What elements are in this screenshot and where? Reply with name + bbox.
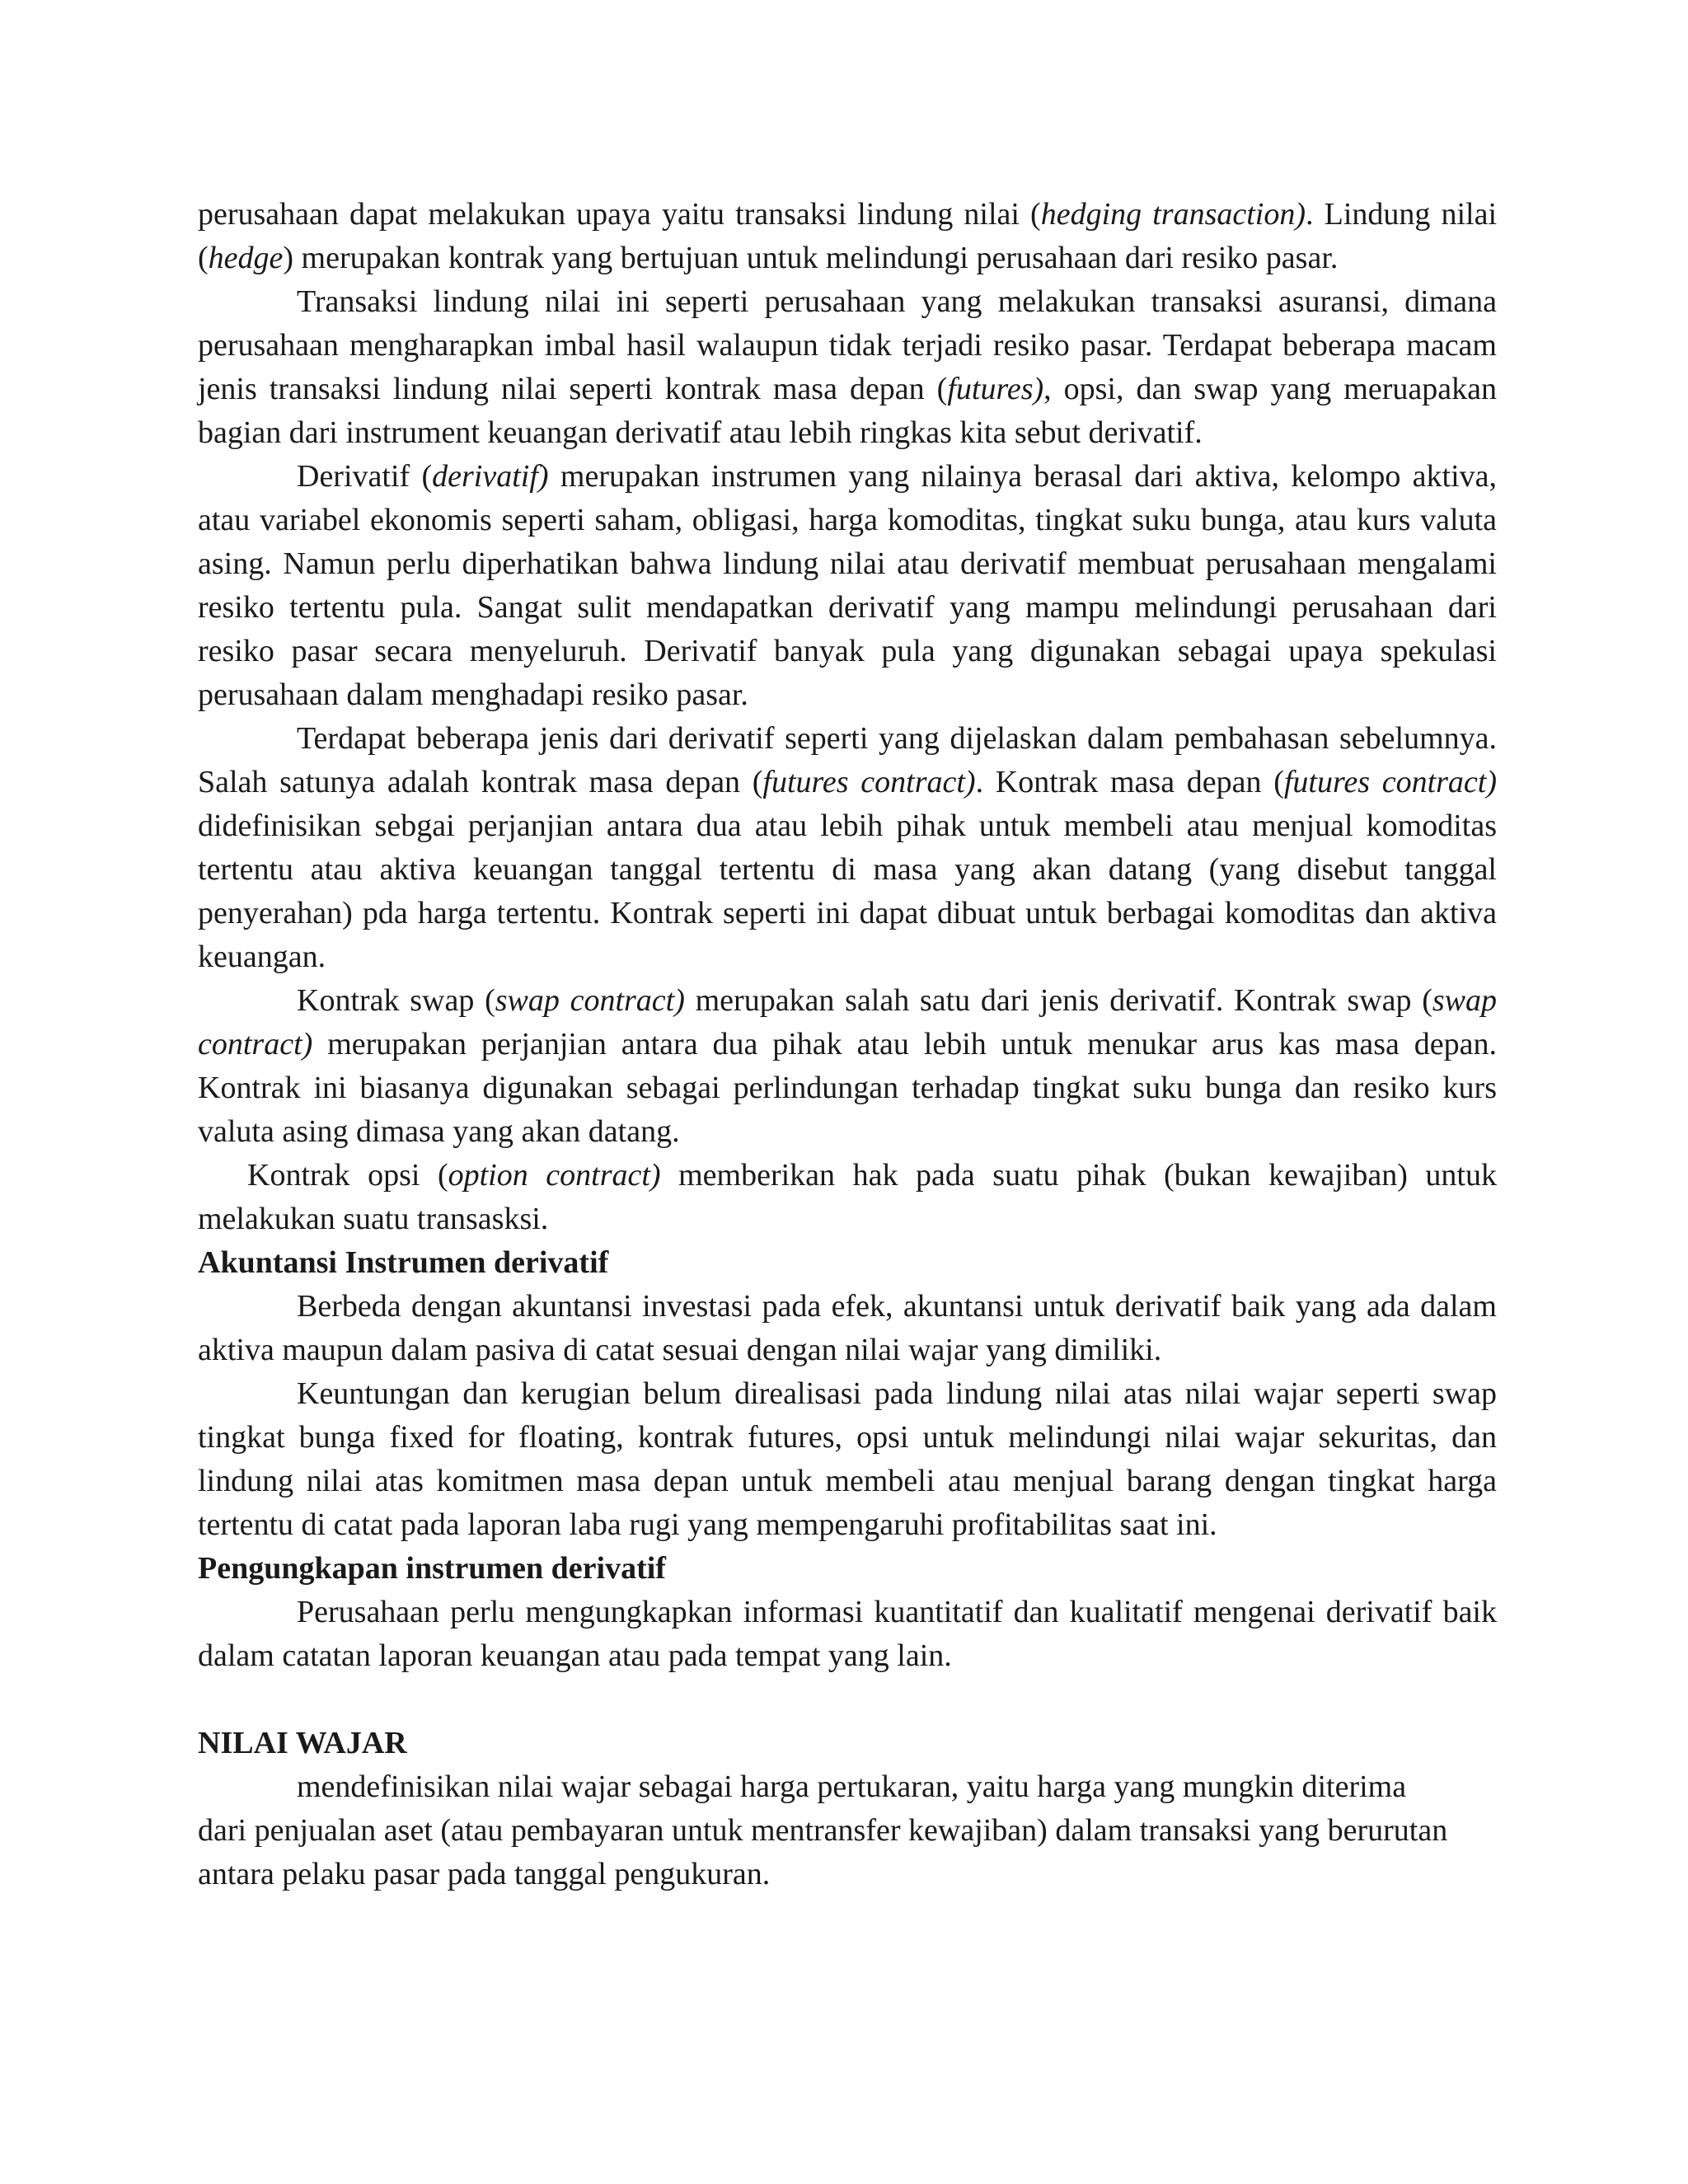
text-run: Transaksi lindung nilai ini seperti perusahaan yang melakukan transaksi asuransi, dimana perusahaan mengharapkan imbal hasil walaupun tidak terjadi resiko pasar. Terdapat beberapa macam jenis transaksi lindung nilai seperti kontrak masa depan (	[198, 284, 1497, 406]
italic-term: swap contract)	[495, 983, 685, 1018]
paragraph-lindung-nilai	[198, 193, 1497, 280]
italic-term: futures contract)	[1283, 765, 1497, 799]
text-run: memberikan hak pada suatu pihak (bukan kewajiban) untuk melakukan suatu transasksi.	[198, 1158, 1497, 1236]
text-run: merupakan salah satu dari jenis derivatif. Kontrak swap (	[684, 983, 1432, 1018]
paragraph-nilai-wajar: mendefinisikan nilai wajar sebagai harga pertukaran, yaitu harga yang mungkin diterima dari penjualan aset (atau pembayaran untuk mentransfer kewajiban) dalam transaksi yang berurutan antara pelaku pasar pada tanggal pengukuran.	[198, 1769, 1448, 1891]
text-run: , opsi, dan swap yang meruapakan bagian dari instrument keuangan derivatif atau lebih ringkas kita sebut derivatif.	[198, 372, 1497, 450]
italic-term: derivatif)	[432, 459, 549, 494]
text-run: Kontrak swap (	[297, 983, 495, 1018]
paragraph-swap	[198, 979, 1497, 1154]
heading-nilai-wajar: NILAI WAJAR	[198, 1726, 407, 1760]
italic-term: futures)	[947, 372, 1044, 406]
italic-term: futures contract)	[762, 765, 976, 799]
text-run: . Kontrak masa depan (	[975, 765, 1284, 799]
paragraph-opsi	[198, 1154, 1497, 1241]
paragraph-akuntansi-1: Berbeda dengan akuntansi investasi pada efek, akuntansi untuk derivatif baik yang ada dalam aktiva maupun dalam pasiva di catat sesuai dengan nilai wajar yang dimiliki.	[198, 1289, 1497, 1367]
paragraph-derivatif	[198, 455, 1497, 717]
text-run: merupakan instrumen yang nilainya berasal dari aktiva, kelompo aktiva, atau variabel ekonomis seperti saham, obligasi, harga komoditas, tingkat suku bunga, atau kurs valuta asing. Namun perlu diperhatikan bahwa lindung nilai atau derivatif membuat perusahaan mengalami resiko tertentu pula. Sangat sulit mendapatkan derivatif yang mampu melindungi perusahaan dari resiko pasar secara menyeluruh. Derivatif banyak pula yang digunakan sebagai upaya spekulasi perusahaan dalam menghadapi resiko pasar.	[198, 459, 1498, 712]
italic-term: hedging transaction)	[1040, 197, 1306, 232]
italic-term: option contract)	[448, 1158, 661, 1193]
text-run: perusahaan dapat melakukan upaya yaitu transaksi lindung nilai (	[198, 197, 1041, 232]
italic-term: swap contract)	[198, 983, 1497, 1062]
paragraph-akuntansi-2: Keuntungan dan kerugian belum direalisasi pada lindung nilai atas nilai wajar seperti swap tingkat bunga fixed for floating, kontrak futures, opsi untuk melindungi nilai wajar sekuritas, dan lindung nilai atas komitmen masa depan untuk membeli atau menjual barang dengan tingkat harga tertentu di catat pada laporan laba rugi yang mempengaruhi profitabilitas saat ini.	[198, 1376, 1497, 1542]
document-body	[198, 193, 1497, 1896]
text-run: ) merupakan kontrak yang bertujuan untuk melindungi perusahaan dari resiko pasar.	[283, 241, 1339, 275]
italic-term: hedge	[208, 241, 284, 275]
text-run: Derivatif (	[297, 459, 433, 494]
text-run: Kontrak opsi (	[247, 1158, 448, 1193]
heading-akuntansi: Akuntansi Instrumen derivatif	[198, 1245, 609, 1280]
text-run: . Lindung nilai (	[198, 197, 1498, 275]
paragraph-pengungkapan: Perusahaan perlu mengungkapkan informasi kuantitatif dan kualitatif mengenai derivatif baik dalam catatan laporan keuangan atau pada tempat yang lain.	[198, 1595, 1497, 1673]
text-run: merupakan perjanjian antara dua pihak atau lebih untuk menukar arus kas masa depan. Kontrak ini biasanya digunakan sebagai perlindungan terhadap tingkat suku bunga dan resiko kurs valuta asing dimasa yang akan datang.	[198, 1027, 1497, 1149]
section-spacer	[198, 1678, 1497, 1722]
paragraph-futures	[198, 717, 1497, 979]
text-run: didefinisikan sebgai perjanjian antara dua atau lebih pihak untuk membeli atau menjual komoditas tertentu atau aktiva keuangan tanggal tertentu di masa yang akan datang (yang disebut tanggal penyerahan) pda harga tertentu. Kontrak seperti ini dapat dibuat untuk berbagai komoditas dan aktiva keuangan.	[198, 808, 1497, 974]
paragraph-transaksi	[198, 280, 1497, 455]
text-run: Terdapat beberapa jenis dari derivatif seperti yang dijelaskan dalam pembahasan sebelumnya. Salah satunya adalah kontrak masa depan (	[198, 721, 1497, 799]
heading-pengungkapan: Pengungkapan instrumen derivatif	[198, 1551, 666, 1586]
